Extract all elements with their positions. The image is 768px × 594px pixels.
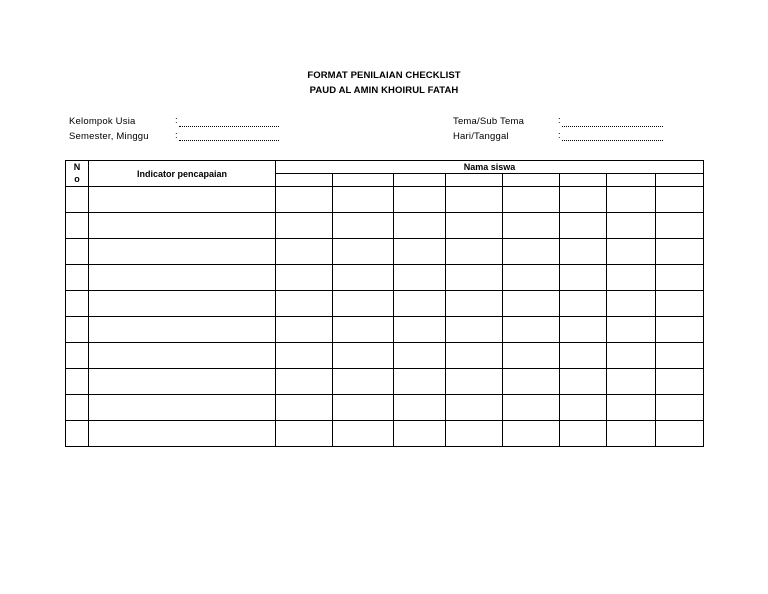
checklist-cell[interactable] xyxy=(276,291,333,317)
row-number-cell[interactable] xyxy=(66,213,89,239)
student-name-cell[interactable] xyxy=(276,174,333,187)
tema-sub-tema-fill-line[interactable] xyxy=(562,126,663,127)
table-row xyxy=(66,239,704,265)
kelompok-usia-label: Kelompok Usia xyxy=(69,116,136,127)
checklist-cell[interactable] xyxy=(446,369,503,395)
checklist-cell[interactable] xyxy=(276,317,333,343)
checklist-cell[interactable] xyxy=(607,291,656,317)
checklist-cell[interactable] xyxy=(446,213,503,239)
checklist-cell[interactable] xyxy=(276,265,333,291)
indicator-cell[interactable] xyxy=(89,213,276,239)
semester-minggu-label: Semester, Minggu xyxy=(69,131,149,142)
checklist-cell[interactable] xyxy=(560,317,607,343)
semester-minggu-fill-line[interactable] xyxy=(179,140,279,141)
checklist-cell[interactable] xyxy=(333,291,394,317)
table-row xyxy=(66,317,704,343)
checklist-cell[interactable] xyxy=(333,187,394,213)
checklist-cell[interactable] xyxy=(446,395,503,421)
checklist-cell[interactable] xyxy=(333,213,394,239)
student-name-cell[interactable] xyxy=(394,174,446,187)
indicator-cell[interactable] xyxy=(89,317,276,343)
checklist-cell[interactable] xyxy=(333,317,394,343)
student-name-cell[interactable] xyxy=(607,174,656,187)
indicator-cell[interactable] xyxy=(89,187,276,213)
nama-siswa-header: Nama siswa xyxy=(276,161,704,174)
checklist-cell[interactable] xyxy=(656,395,704,421)
checklist-cell[interactable] xyxy=(560,265,607,291)
checklist-cell[interactable] xyxy=(656,187,704,213)
checklist-cell[interactable] xyxy=(607,187,656,213)
checklist-cell[interactable] xyxy=(276,421,333,447)
checklist-cell[interactable] xyxy=(394,421,446,447)
checklist-cell[interactable] xyxy=(446,343,503,369)
no-column-header xyxy=(66,161,89,187)
student-name-cell[interactable] xyxy=(333,174,394,187)
checklist-cell[interactable] xyxy=(394,187,446,213)
indicator-cell[interactable] xyxy=(89,265,276,291)
row-number-cell[interactable] xyxy=(66,239,89,265)
checklist-cell[interactable] xyxy=(560,369,607,395)
checklist-cell[interactable] xyxy=(607,343,656,369)
checklist-cell[interactable] xyxy=(333,265,394,291)
checklist-cell[interactable] xyxy=(656,265,704,291)
student-name-cell[interactable] xyxy=(656,174,704,187)
no-header-o: o xyxy=(74,174,80,184)
form-title: FORMAT PENILAIAN CHECKLIST xyxy=(307,70,461,81)
kelompok-usia-fill-line[interactable] xyxy=(179,126,279,127)
checklist-cell[interactable] xyxy=(656,421,704,447)
table-row xyxy=(66,265,704,291)
hari-tanggal-colon: : xyxy=(558,130,561,141)
checklist-cell[interactable] xyxy=(607,213,656,239)
checklist-cell[interactable] xyxy=(656,213,704,239)
checklist-cell[interactable] xyxy=(333,395,394,421)
row-number-cell[interactable] xyxy=(66,421,89,447)
indicator-cell[interactable] xyxy=(89,343,276,369)
indicator-column-header: Indicator pencapaian xyxy=(89,161,276,187)
checklist-cell[interactable] xyxy=(394,265,446,291)
checklist-cell[interactable] xyxy=(560,395,607,421)
row-number-cell[interactable] xyxy=(66,187,89,213)
checklist-cell[interactable] xyxy=(394,291,446,317)
student-name-cell[interactable] xyxy=(446,174,503,187)
checklist-cell[interactable] xyxy=(656,317,704,343)
checklist-cell[interactable] xyxy=(503,213,560,239)
checklist-cell[interactable] xyxy=(503,239,560,265)
checklist-cell[interactable] xyxy=(394,369,446,395)
tema-sub-tema-label: Tema/Sub Tema xyxy=(453,116,525,127)
hari-tanggal-label: Hari/Tanggal xyxy=(453,131,509,142)
row-number-cell[interactable] xyxy=(66,291,89,317)
checklist-cell[interactable] xyxy=(446,239,503,265)
indicator-cell[interactable] xyxy=(89,239,276,265)
tema-sub-tema-colon: : xyxy=(558,115,561,126)
checklist-cell[interactable] xyxy=(607,395,656,421)
row-number-cell[interactable] xyxy=(66,369,89,395)
checklist-cell[interactable] xyxy=(446,291,503,317)
checklist-cell[interactable] xyxy=(394,395,446,421)
checklist-cell[interactable] xyxy=(276,395,333,421)
checklist-cell[interactable] xyxy=(276,369,333,395)
checklist-cell[interactable] xyxy=(656,369,704,395)
checklist-cell[interactable] xyxy=(656,343,704,369)
checklist-table xyxy=(65,160,704,447)
indicator-cell[interactable] xyxy=(89,291,276,317)
checklist-cell[interactable] xyxy=(503,265,560,291)
table-row xyxy=(66,395,704,421)
checklist-cell[interactable] xyxy=(607,421,656,447)
student-name-cell[interactable] xyxy=(560,174,607,187)
table-row xyxy=(66,343,704,369)
checklist-cell[interactable] xyxy=(333,369,394,395)
checklist-cell[interactable] xyxy=(446,265,503,291)
checklist-cell[interactable] xyxy=(607,369,656,395)
checklist-cell[interactable] xyxy=(656,291,704,317)
checklist-cell[interactable] xyxy=(446,317,503,343)
row-number-cell[interactable] xyxy=(66,317,89,343)
checklist-cell[interactable] xyxy=(446,421,503,447)
indicator-cell[interactable] xyxy=(89,395,276,421)
checklist-cell[interactable] xyxy=(560,187,607,213)
row-number-cell[interactable] xyxy=(66,343,89,369)
checklist-cell[interactable] xyxy=(333,343,394,369)
checklist-cell[interactable] xyxy=(560,343,607,369)
checklist-cell[interactable] xyxy=(333,421,394,447)
checklist-cell[interactable] xyxy=(394,239,446,265)
checklist-cell[interactable] xyxy=(394,317,446,343)
table-row xyxy=(66,369,704,395)
table-row xyxy=(66,291,704,317)
semester-minggu-colon: : xyxy=(175,130,178,141)
hari-tanggal-fill-line[interactable] xyxy=(562,140,663,141)
checklist-cell[interactable] xyxy=(503,395,560,421)
student-name-cell[interactable] xyxy=(503,174,560,187)
checklist-cell[interactable] xyxy=(503,317,560,343)
checklist-cell[interactable] xyxy=(560,291,607,317)
checklist-cell[interactable] xyxy=(503,343,560,369)
checklist-cell[interactable] xyxy=(503,369,560,395)
checklist-cell[interactable] xyxy=(607,265,656,291)
school-name: PAUD AL AMIN KHOIRUL FATAH xyxy=(309,85,459,96)
kelompok-usia-colon: : xyxy=(175,115,178,126)
checklist-cell[interactable] xyxy=(656,239,704,265)
checklist-cell[interactable] xyxy=(560,213,607,239)
indicator-cell[interactable] xyxy=(89,421,276,447)
checklist-cell[interactable] xyxy=(503,421,560,447)
table-header-row xyxy=(66,161,704,174)
checklist-cell[interactable] xyxy=(446,187,503,213)
row-number-cell[interactable] xyxy=(66,265,89,291)
no-header-n: N xyxy=(73,162,81,172)
checklist-cell[interactable] xyxy=(607,317,656,343)
indicator-cell[interactable] xyxy=(89,369,276,395)
checklist-cell[interactable] xyxy=(276,213,333,239)
checklist-cell[interactable] xyxy=(503,187,560,213)
table-row xyxy=(66,421,704,447)
row-number-cell[interactable] xyxy=(66,395,89,421)
checklist-cell[interactable] xyxy=(276,239,333,265)
checklist-cell[interactable] xyxy=(560,239,607,265)
checklist-cell[interactable] xyxy=(333,239,394,265)
checklist-cell[interactable] xyxy=(503,291,560,317)
checklist-cell[interactable] xyxy=(394,343,446,369)
checklist-cell[interactable] xyxy=(607,239,656,265)
checklist-cell[interactable] xyxy=(394,213,446,239)
table-row xyxy=(66,187,704,213)
checklist-cell[interactable] xyxy=(560,421,607,447)
checklist-cell[interactable] xyxy=(276,343,333,369)
checklist-cell[interactable] xyxy=(276,187,333,213)
table-row xyxy=(66,213,704,239)
